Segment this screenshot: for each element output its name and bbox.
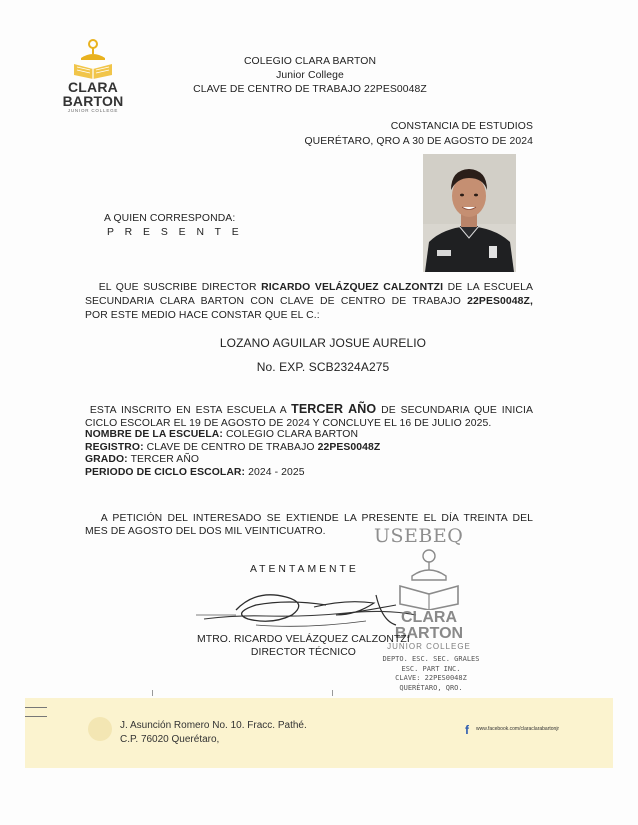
addressee	[104, 212, 243, 240]
closing-text-a: A PETICIÓN DEL INTERESADO SE EXTIENDE LA PRESENTE EL DÍA TREINTA DEL	[100, 513, 533, 524]
scan-mark	[152, 690, 153, 696]
facebook-link[interactable]: www.facebook.com/claraclarabartonjr	[476, 726, 560, 732]
field-escuela	[85, 429, 380, 442]
presente-line: P R E S E N T E	[107, 227, 243, 238]
intro-line-2	[85, 295, 533, 309]
expedient-value: SCB2324A275	[308, 360, 390, 374]
usebeq-watermark: USEBEQ	[374, 525, 464, 547]
intro-paragraph	[85, 281, 533, 323]
registro-value: CLAVE DE CENTRO DE TRABAJO	[146, 441, 315, 453]
seal-word-barton: BARTON	[394, 625, 464, 642]
grado-value: TERCER AÑO	[130, 454, 200, 466]
periodo-label: PERIODO DE CICLO ESCOLAR:	[85, 466, 246, 478]
seal-lamp-icon	[366, 540, 476, 610]
enrollment-text-a: ESTA INSCRITO EN ESTA ESCUELA A	[89, 405, 287, 416]
stamp-line-3: CLAVE: 22PES0048Z	[395, 674, 467, 683]
clave-value: 22PES0048Z	[364, 84, 427, 95]
intro-line-3: POR ESTE MEDIO HACE CONSTAR QUE EL C.:	[85, 310, 320, 321]
closing-line-1	[85, 512, 533, 525]
escuela-value: COLEGIO CLARA BARTON	[225, 429, 359, 440]
footer-watermark-icon	[85, 714, 115, 744]
field-periodo	[85, 467, 380, 480]
document-title: CONSTANCIA DE ESTUDIOS	[390, 121, 533, 132]
stamp-line-4: QUERÉTARO, QRO.	[399, 683, 463, 692]
intro-text-b: DE LA ESCUELA	[447, 282, 533, 293]
enrollment-line-1	[85, 403, 533, 417]
student-expedient	[150, 360, 496, 375]
logo-word-barton: BARTON	[62, 93, 124, 109]
grado-label: GRADO:	[85, 454, 128, 466]
enrollment-grade: TERCER AÑO	[291, 402, 377, 416]
address-line-2: C.P. 76020 Querétaro,	[120, 734, 220, 745]
school-fields	[85, 429, 380, 479]
school-logo	[58, 38, 128, 114]
place-date: QUERÉTARO, QRO A 30 DE AGOSTO DE 2024	[304, 136, 533, 147]
lamp-book-icon	[58, 38, 128, 80]
closing-paragraph	[85, 512, 533, 538]
closing-line-2: MES DE AGOSTO DEL DOS MIL VEINTICUATRO.	[85, 526, 326, 537]
student-portrait-image	[423, 154, 516, 272]
document-heading	[280, 119, 533, 149]
student-photo	[423, 154, 516, 272]
field-registro	[85, 442, 380, 455]
official-stamp	[378, 655, 484, 693]
logo-subtitle: JUNIOR COLLEGE	[67, 108, 119, 113]
escuela-label: NOMBRE DE LA ESCUELA:	[85, 429, 223, 440]
school-subtitle: Junior College	[276, 70, 344, 81]
enrollment-paragraph	[85, 403, 533, 430]
address-line-1: J. Asunción Romero No. 10. Fracc. Pathé.	[120, 720, 307, 731]
intro-text-c: SECUNDARIA CLARA BARTON CON CLAVE DE CENTRO DE TRABAJO	[85, 296, 461, 307]
periodo-value: 2024 - 2025	[248, 466, 305, 478]
intro-text-a: EL QUE SUSCRIBE DIRECTOR	[98, 282, 257, 293]
stamp-line-1: DEPTO. ESC. SEC. GRALES	[382, 655, 480, 663]
letterhead	[150, 55, 470, 97]
facebook-icon: f	[465, 723, 469, 737]
footer-band	[25, 698, 613, 768]
expedient-label: No. EXP.	[256, 360, 306, 374]
closing-salutation: ATENTAMENTE	[250, 564, 359, 575]
student-name: LOZANO AGUILAR JOSUE AURELIO	[219, 336, 427, 350]
scan-mark	[332, 690, 333, 696]
signatory-name: MTRO. RICARDO VELÁZQUEZ CALZONTZI	[197, 634, 410, 645]
registro-label: REGISTRO:	[85, 441, 144, 453]
intro-line-1	[85, 281, 533, 295]
addressee-line: A QUIEN CORRESPONDA:	[104, 213, 236, 224]
school-clave	[150, 83, 470, 97]
stamp-line-2: ESC. PART INC.	[401, 664, 461, 673]
clave-label: CLAVE DE CENTRO DE TRABAJO	[193, 84, 362, 95]
enrollment-text-b: DE SECUNDARIA QUE INICIA	[381, 405, 533, 416]
footer-address	[120, 719, 307, 747]
registro-clave: 22PES0048Z	[317, 441, 381, 453]
intro-clave: 22PES0048Z,	[467, 296, 533, 307]
field-grado	[85, 454, 380, 467]
seal-subtitle: JUNIOR COLLEGE	[387, 642, 471, 651]
signatory-title: DIRECTOR TÉCNICO	[250, 647, 356, 658]
logo-word-clara: CLARA	[68, 79, 118, 95]
enrollment-line-2: CICLO ESCOLAR EL 19 DE AGOSTO DE 2024 Y CONCLUYE EL 16 DE JULIO 2025.	[85, 418, 492, 429]
school-name: COLEGIO CLARA BARTON	[243, 56, 377, 67]
scan-mark	[25, 716, 47, 717]
seal-word-clara: CLARA	[401, 609, 457, 626]
scan-mark	[25, 707, 47, 708]
director-name: RICARDO VELÁZQUEZ CALZONTZI	[261, 282, 444, 293]
